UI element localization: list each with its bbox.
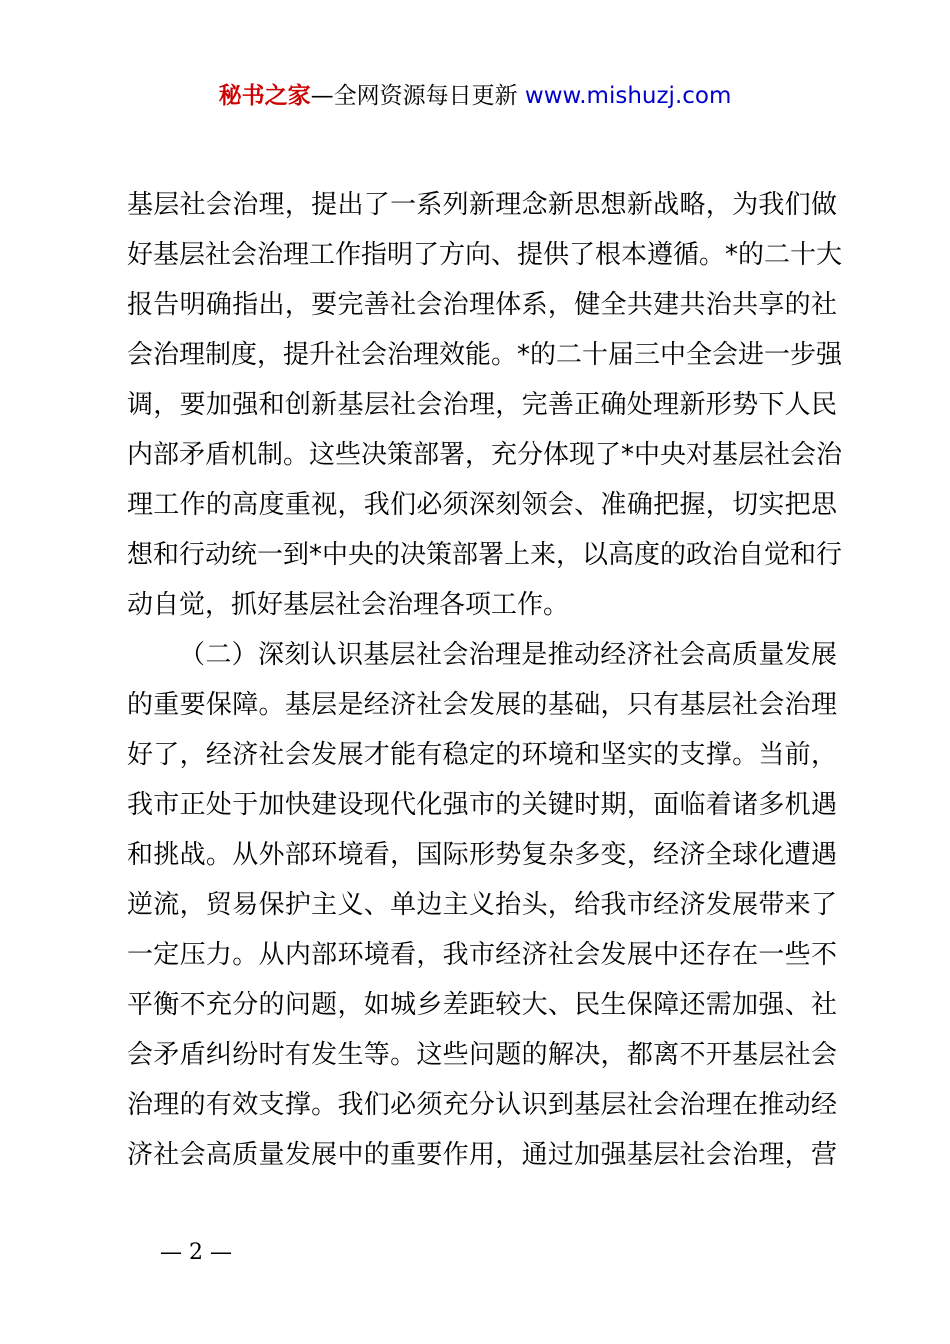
text-line: 基层社会治理，提出了一系列新理念新思想新战略，为我们做 bbox=[127, 190, 837, 220]
text-line: 一定压力。从内部环境看，我市经济社会发展中还存在一些不 bbox=[127, 940, 837, 970]
text-line: 调，要加强和创新基层社会治理，完善正确处理新形势下人民 bbox=[127, 390, 837, 420]
text-line: 逆流，贸易保护主义、单边主义抬头，给我市经济发展带来了 bbox=[127, 890, 837, 920]
text-line: 好基层社会治理工作指明了方向、提供了根本遵循。*的二十大 bbox=[127, 240, 843, 270]
banner-url-link[interactable]: www.mishuzj.com bbox=[524, 83, 732, 109]
text-line: 治理的有效支撑。我们必须充分认识到基层社会治理在推动经 bbox=[127, 1090, 837, 1120]
text-line: 平衡不充分的问题，如城乡差距较大、民生保障还需加强、社 bbox=[127, 990, 837, 1020]
text-line: 内部矛盾机制。这些决策部署，充分体现了*中央对基层社会治 bbox=[127, 440, 843, 470]
text-line: 济社会高质量发展中的重要作用，通过加强基层社会治理，营 bbox=[127, 1140, 837, 1170]
page-number: — 2 — bbox=[160, 1240, 232, 1265]
banner-tagline: —全网资源每日更新 bbox=[310, 83, 525, 109]
text-line: 的重要保障。基层是经济社会发展的基础，只有基层社会治理 bbox=[127, 690, 837, 720]
banner-brand: 秘书之家 bbox=[218, 83, 311, 109]
site-banner bbox=[0, 80, 950, 112]
text-line: 理工作的高度重视，我们必须深刻领会、准确把握，切实把思 bbox=[127, 490, 837, 520]
text-line: 报告明确指出，要完善社会治理体系，健全共建共治共享的社 bbox=[127, 290, 837, 320]
text-line: 动自觉，抓好基层社会治理各项工作。 bbox=[127, 590, 570, 620]
paragraph-1 bbox=[127, 180, 843, 630]
text-line: 和挑战。从外部环境看，国际形势复杂多变，经济全球化遭遇 bbox=[127, 840, 837, 870]
text-line: 会治理制度，提升社会治理效能。*的二十届三中全会进一步强 bbox=[127, 340, 843, 370]
text-line: 好了，经济社会发展才能有稳定的环境和坚实的支撑。当前， bbox=[127, 740, 837, 770]
paragraph-2 bbox=[127, 630, 837, 1180]
text-line: 我市正处于加快建设现代化强市的关键时期，面临着诸多机遇 bbox=[127, 790, 837, 820]
text-line: 想和行动统一到*中央的决策部署上来，以高度的政治自觉和行 bbox=[127, 540, 843, 570]
section-heading-line: （二）深刻认识基层社会治理是推动经济社会高质量发展 bbox=[179, 640, 837, 670]
document-body bbox=[127, 180, 843, 1180]
text-line: 会矛盾纠纷时有发生等。这些问题的解决，都离不开基层社会 bbox=[127, 1040, 837, 1070]
